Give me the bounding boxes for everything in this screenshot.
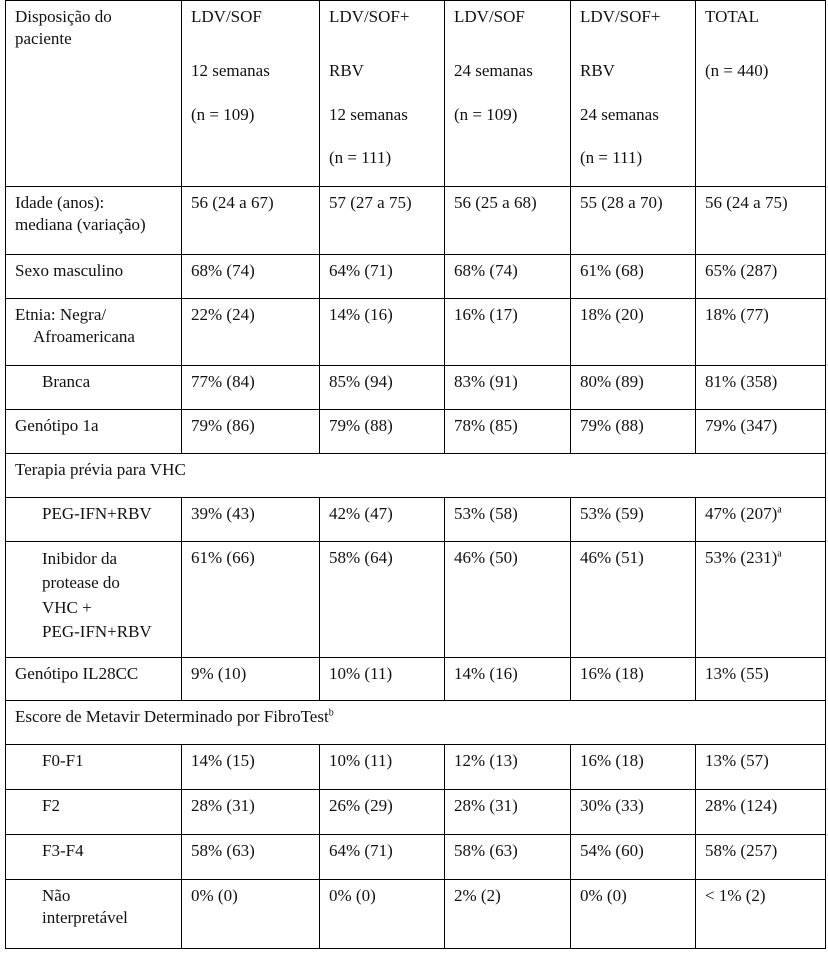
table-cell: 16% (17) bbox=[445, 298, 571, 365]
table-cell: 56 (25 a 68) bbox=[445, 186, 571, 254]
table-cell: 28% (124) bbox=[696, 789, 826, 834]
table-cell: 0% (0) bbox=[182, 879, 320, 948]
table-cell: 10% (11) bbox=[320, 657, 445, 700]
table-cell: 53% (59) bbox=[571, 497, 696, 541]
table-row bbox=[6, 744, 826, 789]
table-cell: 14% (15) bbox=[182, 744, 320, 789]
table-cell: 53% $(231)^a$ bbox=[696, 541, 826, 657]
table-row bbox=[6, 879, 826, 948]
table-cell: 30% (33) bbox=[571, 789, 696, 834]
row-label: Branca bbox=[6, 365, 182, 409]
header-cell: LDV/SOF+ RBV 12 semanas (n = 111) bbox=[320, 1, 445, 187]
table-cell: 61% (68) bbox=[571, 254, 696, 298]
table-cell: 46% (50) bbox=[445, 541, 571, 657]
table-cell: < 1% (2) bbox=[696, 879, 826, 948]
table-cell: 2% (2) bbox=[445, 879, 571, 948]
table-cell: 39% (43) bbox=[182, 497, 320, 541]
table-cell: 58% (257) bbox=[696, 834, 826, 879]
table-row bbox=[6, 254, 826, 298]
table-cell: 78% (85) bbox=[445, 409, 571, 453]
header-cell: LDV/SOF+ RBV 24 semanas (n = 111) bbox=[571, 1, 696, 187]
table-cell: 18% (77) bbox=[696, 298, 826, 365]
row-label: Não interpretável bbox=[6, 879, 182, 948]
row-label: Genótipo IL28CC bbox=[6, 657, 182, 700]
table-cell: 22% (24) bbox=[182, 298, 320, 365]
footnote-marker: b bbox=[328, 706, 334, 718]
row-label: Genótipo 1a bbox=[6, 409, 182, 453]
table-cell: 28% (31) bbox=[445, 789, 571, 834]
table-cell: 80% (89) bbox=[571, 365, 696, 409]
row-label: F2 bbox=[6, 789, 182, 834]
table-cell: 14% (16) bbox=[320, 298, 445, 365]
table-row bbox=[6, 657, 826, 700]
table-cell: 79% (88) bbox=[571, 409, 696, 453]
header-cell: LDV/SOF 24 semanas (n = 109) bbox=[445, 1, 571, 187]
table-cell: 64% (71) bbox=[320, 254, 445, 298]
table-row bbox=[6, 298, 826, 365]
table-cell: 0% (0) bbox=[571, 879, 696, 948]
table-row bbox=[6, 409, 826, 453]
section-label: Terapia prévia para VHC bbox=[6, 453, 826, 497]
table-cell: 13% (57) bbox=[696, 744, 826, 789]
table-cell: 9% (10) bbox=[182, 657, 320, 700]
section-row bbox=[6, 453, 826, 497]
table-cell: 85% (94) bbox=[320, 365, 445, 409]
row-label: Idade (anos): mediana (variação) bbox=[6, 186, 182, 254]
table-cell: 58% (63) bbox=[445, 834, 571, 879]
table-cell: 61% (66) bbox=[182, 541, 320, 657]
table-cell: 47% $(207)^a$ bbox=[696, 497, 826, 541]
table-row bbox=[6, 497, 826, 541]
table-cell: 79% (88) bbox=[320, 409, 445, 453]
table-cell: 18% (20) bbox=[571, 298, 696, 365]
table-cell: 42% (47) bbox=[320, 497, 445, 541]
table-cell: 81% (358) bbox=[696, 365, 826, 409]
table-cell: 16% (18) bbox=[571, 657, 696, 700]
row-label: Sexo masculino bbox=[6, 254, 182, 298]
table-cell: 79% (86) bbox=[182, 409, 320, 453]
row-label: Etnia: Negra/ Afroamericana bbox=[6, 298, 182, 365]
table-cell: 46% (51) bbox=[571, 541, 696, 657]
table-cell: 56 (24 a 75) bbox=[696, 186, 826, 254]
table-cell: 28% (31) bbox=[182, 789, 320, 834]
table-row bbox=[6, 365, 826, 409]
row-label: PEG-IFN+RBV bbox=[6, 497, 182, 541]
table-cell: 12% (13) bbox=[445, 744, 571, 789]
table-cell: 79% (347) bbox=[696, 409, 826, 453]
section-label: Escore de Metavir Determinado por FibroTest$^b$ bbox=[6, 700, 826, 744]
header-cell: LDV/SOF 12 semanas (n = 109) bbox=[182, 1, 320, 187]
table-cell: 55 (28 a 70) bbox=[571, 186, 696, 254]
table-cell: 83% (91) bbox=[445, 365, 571, 409]
table-cell: 65% (287) bbox=[696, 254, 826, 298]
table-cell: 10% (11) bbox=[320, 744, 445, 789]
footnote-marker: a bbox=[777, 503, 782, 515]
table-cell: 68% (74) bbox=[182, 254, 320, 298]
table-cell: 64% (71) bbox=[320, 834, 445, 879]
table-cell: 54% (60) bbox=[571, 834, 696, 879]
table-cell: 56 (24 a 67) bbox=[182, 186, 320, 254]
table-row bbox=[6, 186, 826, 254]
header-row bbox=[6, 1, 826, 187]
table-cell: 26% (29) bbox=[320, 789, 445, 834]
section-row bbox=[6, 700, 826, 744]
table-cell: 13% (55) bbox=[696, 657, 826, 700]
table-cell: 58% (64) bbox=[320, 541, 445, 657]
patient-demographics-table bbox=[5, 0, 826, 949]
table-cell: 68% (74) bbox=[445, 254, 571, 298]
table-cell: 14% (16) bbox=[445, 657, 571, 700]
table-cell: 0% (0) bbox=[320, 879, 445, 948]
table-row bbox=[6, 789, 826, 834]
table-row bbox=[6, 834, 826, 879]
table-cell: 77% (84) bbox=[182, 365, 320, 409]
row-label: Inibidor da protease do VHC + PEG-IFN+RBV bbox=[6, 541, 182, 657]
table-cell: 57 (27 a 75) bbox=[320, 186, 445, 254]
header-cell: TOTAL (n = 440) bbox=[696, 1, 826, 187]
table-row bbox=[6, 541, 826, 657]
table-cell: 16% (18) bbox=[571, 744, 696, 789]
table-cell: 58% (63) bbox=[182, 834, 320, 879]
row-label: F0-F1 bbox=[6, 744, 182, 789]
table-cell: 53% (58) bbox=[445, 497, 571, 541]
header-cell: Disposição do paciente bbox=[6, 1, 182, 187]
footnote-marker: a bbox=[777, 547, 782, 559]
row-label: F3-F4 bbox=[6, 834, 182, 879]
